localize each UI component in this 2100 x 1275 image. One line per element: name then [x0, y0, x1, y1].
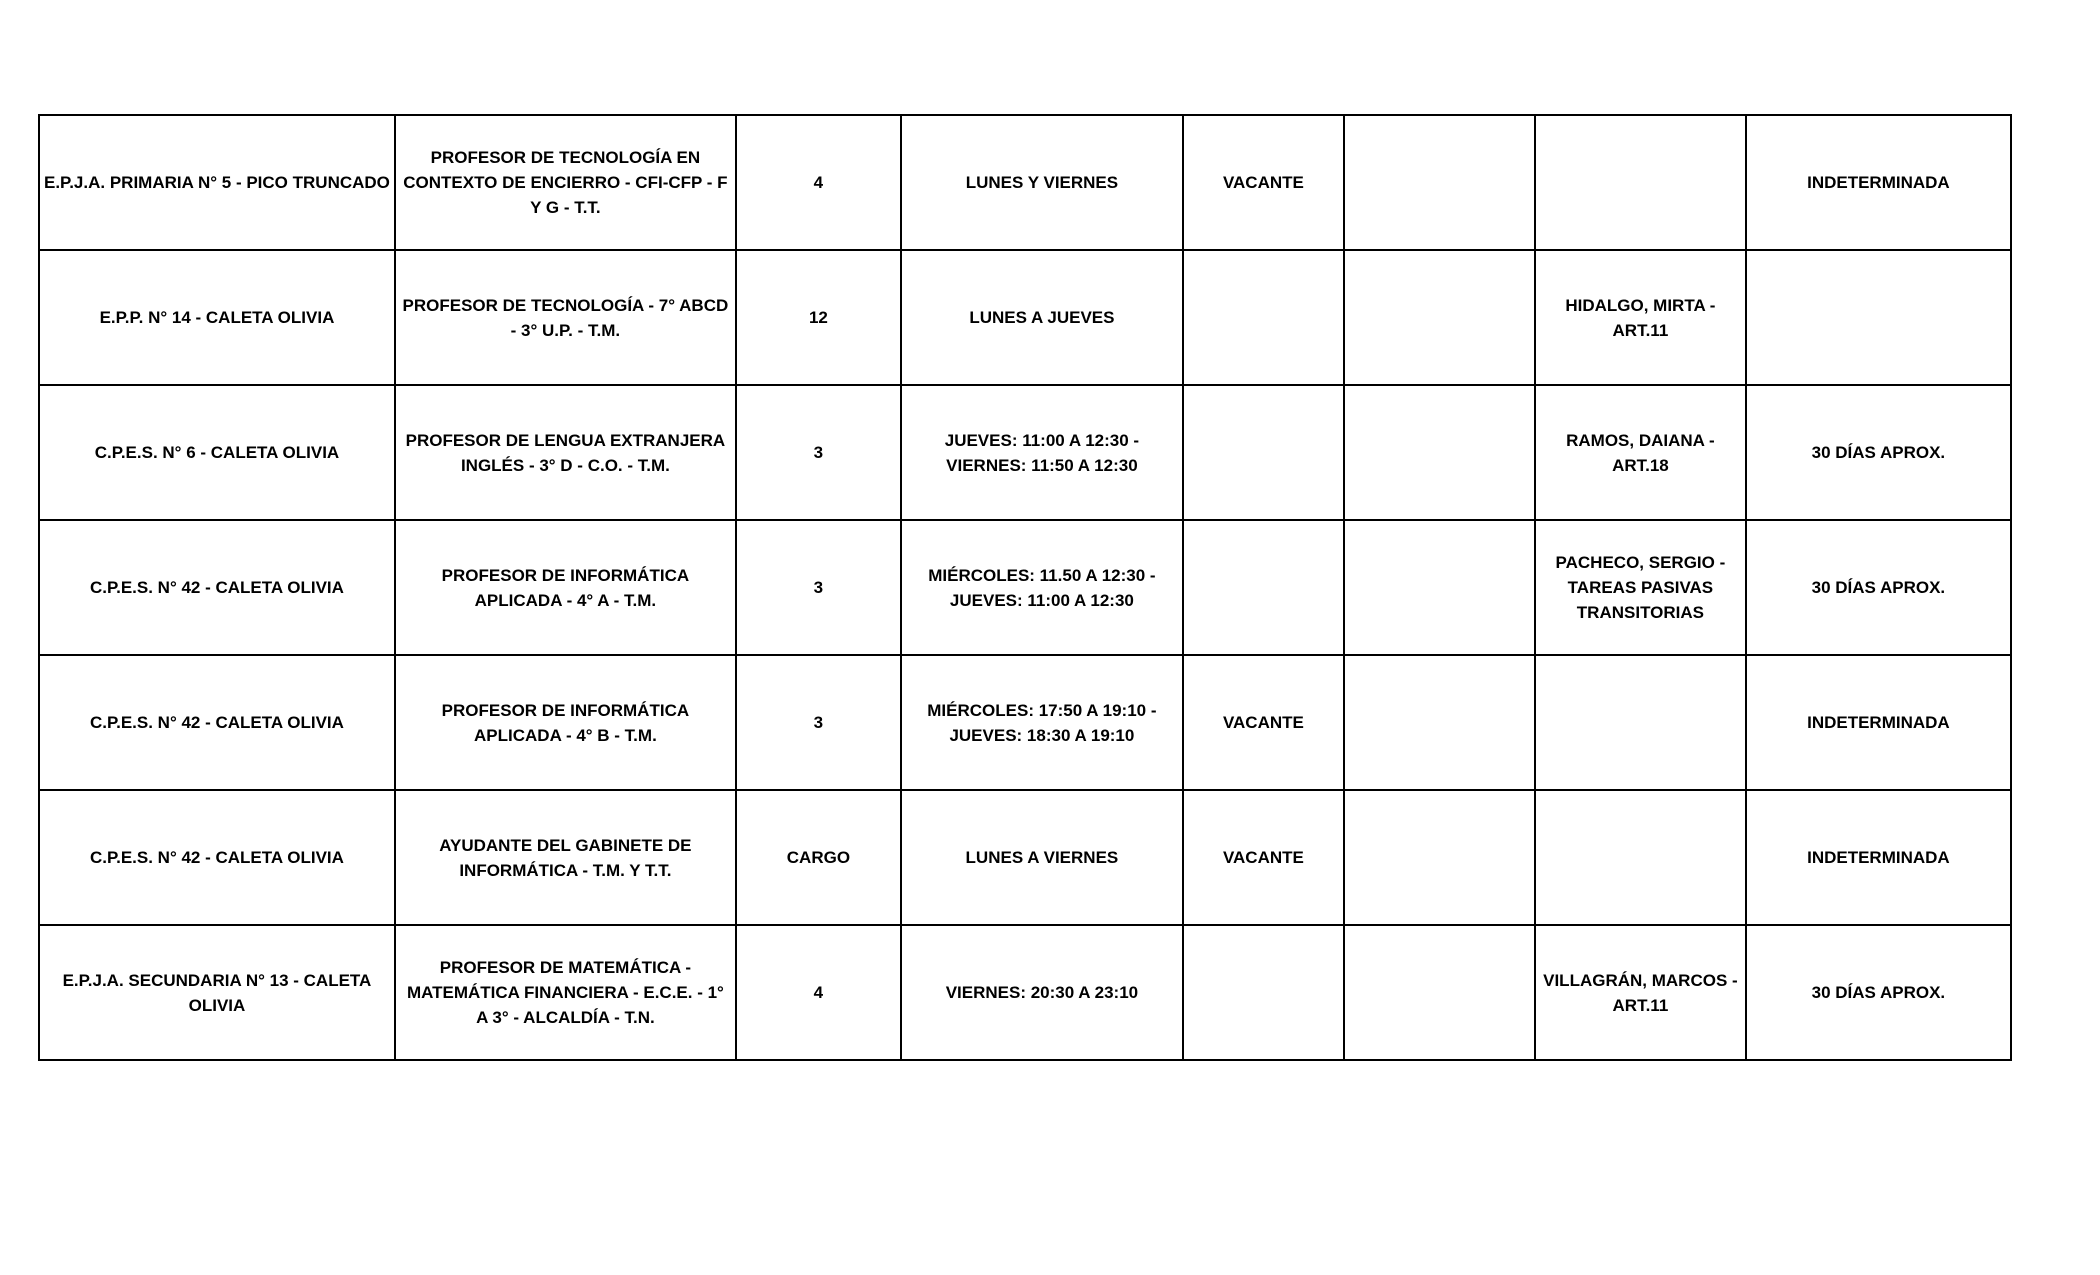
duration-cell: INDETERMINADA [1746, 115, 2011, 250]
hours-cell: 4 [736, 115, 901, 250]
schedule-cell: LUNES A VIERNES [901, 790, 1183, 925]
hours-cell: 12 [736, 250, 901, 385]
schedule-cell: LUNES Y VIERNES [901, 115, 1183, 250]
extra-cell [1344, 790, 1535, 925]
schedule-cell: VIERNES: 20:30 A 23:10 [901, 925, 1183, 1060]
position-cell: PROFESOR DE MATEMÁTICA - MATEMÁTICA FINANCIERA - E.C.E. - 1° A 3° - ALCALDÍA - T.N. [395, 925, 736, 1060]
replaced-cell: VILLAGRÁN, MARCOS - ART.11 [1535, 925, 1746, 1060]
hours-cell: CARGO [736, 790, 901, 925]
extra-cell [1344, 250, 1535, 385]
school-cell: C.P.E.S. N° 6 - CALETA OLIVIA [39, 385, 395, 520]
extra-cell [1344, 520, 1535, 655]
position-cell: PROFESOR DE INFORMÁTICA APLICADA - 4° A - T.M. [395, 520, 736, 655]
school-cell: C.P.E.S. N° 42 - CALETA OLIVIA [39, 520, 395, 655]
schedule-cell: LUNES A JUEVES [901, 250, 1183, 385]
status-cell: VACANTE [1183, 790, 1344, 925]
hours-cell: 3 [736, 385, 901, 520]
extra-cell [1344, 655, 1535, 790]
extra-cell [1344, 925, 1535, 1060]
extra-cell [1344, 385, 1535, 520]
table-row [39, 925, 2011, 1060]
status-cell [1183, 925, 1344, 1060]
status-cell: VACANTE [1183, 655, 1344, 790]
position-cell: PROFESOR DE INFORMÁTICA APLICADA - 4° B - T.M. [395, 655, 736, 790]
school-cell: E.P.J.A. SECUNDARIA N° 13 - CALETA OLIVIA [39, 925, 395, 1060]
table-row [39, 520, 2011, 655]
position-cell: PROFESOR DE TECNOLOGÍA EN CONTEXTO DE ENCIERRO - CFI-CFP - F Y G - T.T. [395, 115, 736, 250]
replaced-cell: PACHECO, SERGIO - TAREAS PASIVAS TRANSITORIAS [1535, 520, 1746, 655]
hours-cell: 3 [736, 655, 901, 790]
school-cell: E.P.P. N° 14 - CALETA OLIVIA [39, 250, 395, 385]
school-cell: C.P.E.S. N° 42 - CALETA OLIVIA [39, 655, 395, 790]
schedule-cell: MIÉRCOLES: 17:50 A 19:10 - JUEVES: 18:30 A 19:10 [901, 655, 1183, 790]
table-row [39, 655, 2011, 790]
table-row [39, 250, 2011, 385]
replaced-cell: RAMOS, DAIANA - ART.18 [1535, 385, 1746, 520]
duration-cell [1746, 250, 2011, 385]
replaced-cell [1535, 790, 1746, 925]
duration-cell: INDETERMINADA [1746, 790, 2011, 925]
school-cell: E.P.J.A. PRIMARIA N° 5 - PICO TRUNCADO [39, 115, 395, 250]
replaced-cell: HIDALGO, MIRTA - ART.11 [1535, 250, 1746, 385]
schedule-cell: JUEVES: 11:00 A 12:30 - VIERNES: 11:50 A 12:30 [901, 385, 1183, 520]
status-cell [1183, 520, 1344, 655]
table-row [39, 115, 2011, 250]
duration-cell: 30 DÍAS APROX. [1746, 385, 2011, 520]
replaced-cell [1535, 655, 1746, 790]
vacancies-table [38, 114, 2012, 1061]
replaced-cell [1535, 115, 1746, 250]
school-cell: C.P.E.S. N° 42 - CALETA OLIVIA [39, 790, 395, 925]
position-cell: AYUDANTE DEL GABINETE DE INFORMÁTICA - T.M. Y T.T. [395, 790, 736, 925]
duration-cell: INDETERMINADA [1746, 655, 2011, 790]
schedule-cell: MIÉRCOLES: 11.50 A 12:30 - JUEVES: 11:00 A 12:30 [901, 520, 1183, 655]
table-row [39, 790, 2011, 925]
extra-cell [1344, 115, 1535, 250]
position-cell: PROFESOR DE TECNOLOGÍA - 7° ABCD - 3° U.P. - T.M. [395, 250, 736, 385]
status-cell [1183, 385, 1344, 520]
status-cell [1183, 250, 1344, 385]
table-row [39, 385, 2011, 520]
duration-cell: 30 DÍAS APROX. [1746, 925, 2011, 1060]
duration-cell: 30 DÍAS APROX. [1746, 520, 2011, 655]
status-cell: VACANTE [1183, 115, 1344, 250]
hours-cell: 4 [736, 925, 901, 1060]
hours-cell: 3 [736, 520, 901, 655]
position-cell: PROFESOR DE LENGUA EXTRANJERA INGLÉS - 3° D - C.O. - T.M. [395, 385, 736, 520]
